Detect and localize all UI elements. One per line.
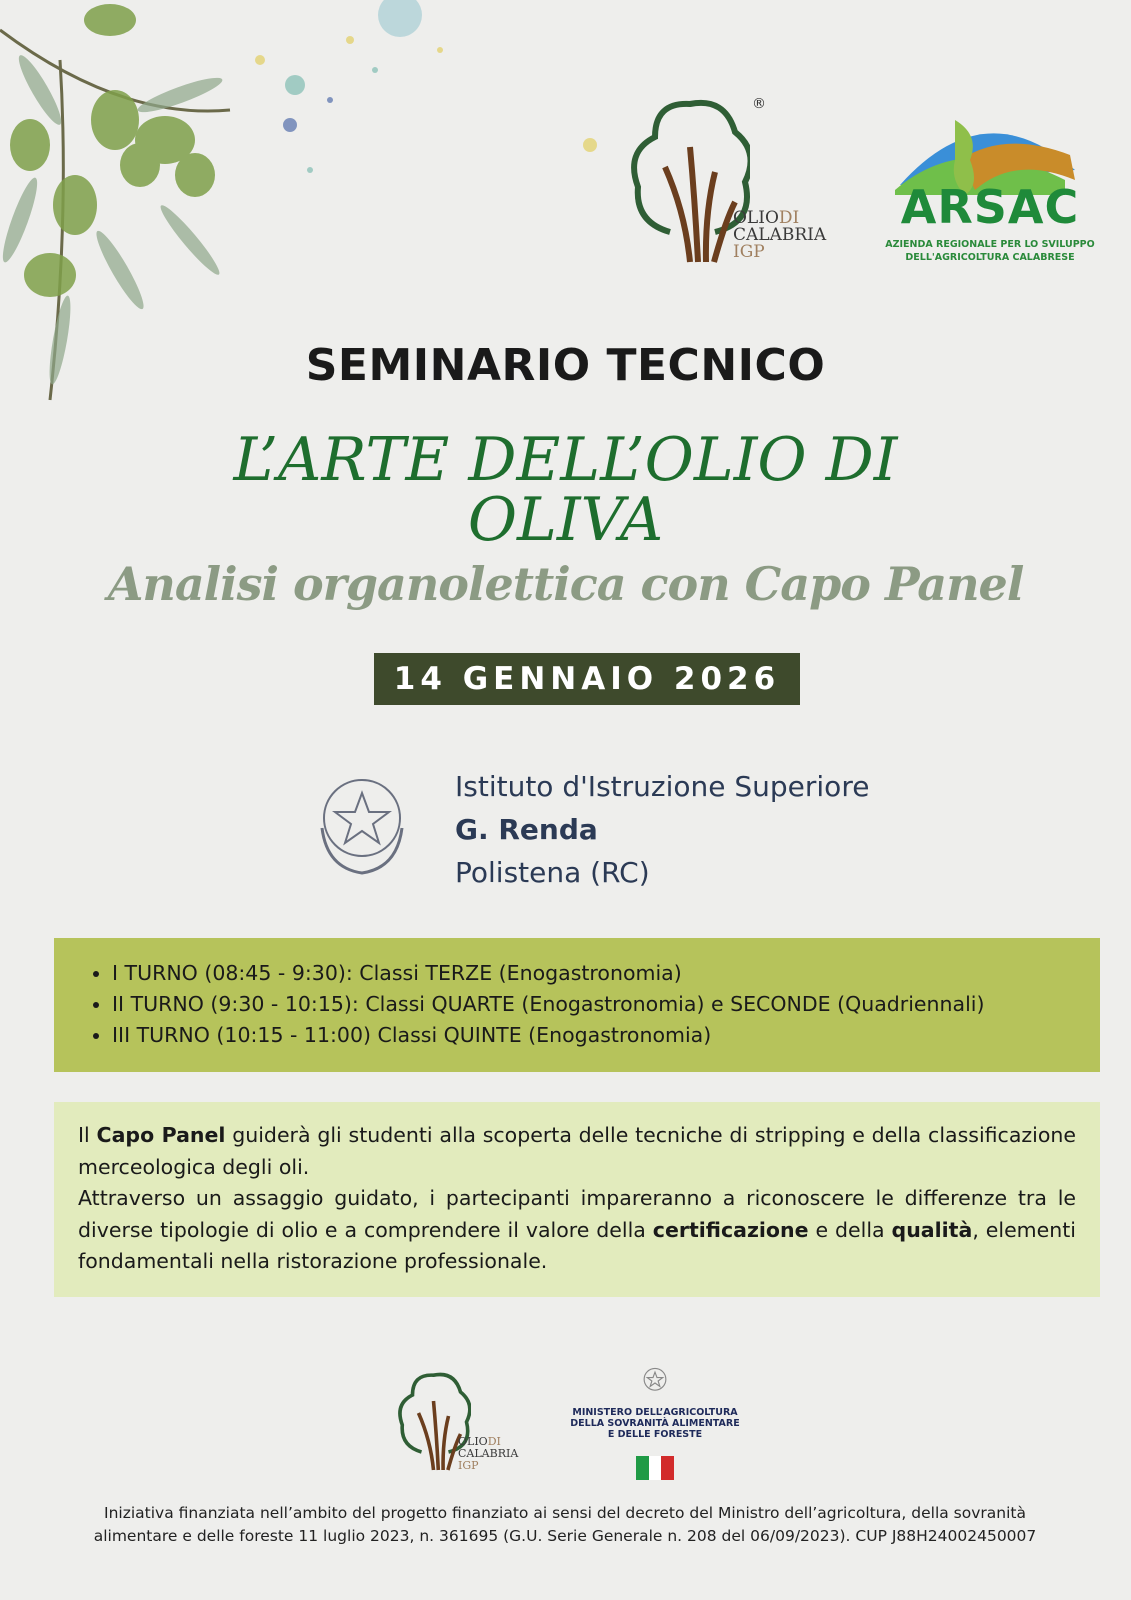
text: Il	[78, 1123, 97, 1147]
ministry-logo	[565, 1365, 745, 1480]
arsac-name: ARSAC	[900, 180, 1080, 234]
watercolor-splash-decoration	[200, 0, 620, 220]
bold-certificazione: certificazione	[652, 1217, 809, 1242]
ministry-line3: E DELLE FORESTE	[607, 1429, 703, 1440]
ministry-line1: MINISTERO DELL’AGRICOLTURA	[572, 1407, 738, 1418]
schedule-item: • II TURNO (9:30 - 10:15): Classi QUARTE (Enogastronomia) e SECONDE (Quadriennali)	[112, 989, 1100, 1020]
logo-word-di: DI	[778, 208, 800, 228]
italian-republic-emblem	[640, 1365, 670, 1397]
logo-word-igp: IGP	[733, 242, 765, 262]
funding-note: Iniziativa finanziata nell’ambito del progetto finanziato ai sensi del decreto del Ministro dell’agricoltura, della sovranità alimentare e delle foreste 11 luglio 2023, n. 361695 (G.U. Serie Generale n. 208 del 06/09/2023). CUP J88H24002450007	[93, 1504, 1037, 1545]
bold-capo-panel: Capo Panel	[96, 1123, 226, 1147]
logo-word-calabria: CALABRIA	[458, 1447, 519, 1460]
event-subtitle: Analisi organolettica con Capo Panel	[107, 557, 1024, 611]
event-date: 14 GENNAIO 2026	[374, 653, 800, 705]
footer-olio-di-calabria-logo	[396, 1368, 536, 1478]
italian-flag-icon	[636, 1456, 674, 1480]
description-paragraph-1	[78, 1120, 1076, 1183]
title-line-1: L’ARTE DELL’OLIO DI	[233, 425, 898, 495]
bold-qualita: qualità	[891, 1217, 973, 1242]
logo-word-olio: OLIO	[458, 1435, 488, 1448]
text: Attraverso un assaggio guidato, i partecipanti impareranno a riconoscere le differenze tra le diverse tipologie di olio e a comprendere il valore della	[78, 1186, 1076, 1242]
schedule-item: • I TURNO (08:45 - 9:30): Classi TERZE (Enogastronomia)	[112, 958, 1100, 989]
italian-republic-emblem	[312, 768, 412, 880]
event-title	[0, 425, 1131, 555]
schedule-item: • III TURNO (10:15 - 11:00) Classi QUINTE (Enogastronomia)	[112, 1020, 1100, 1051]
venue-line1: Istituto d'Istruzione Superiore	[455, 770, 870, 803]
arsac-subtitle-line2: DELL'AGRICOLTURA CALABRESE	[905, 252, 1075, 263]
olio-di-calabria-logo	[630, 92, 860, 272]
logo-word-calabria: CALABRIA	[733, 225, 827, 245]
title-line-2: OLIVA	[467, 485, 664, 555]
schedule-list	[54, 938, 1100, 1072]
registered-mark: ®	[752, 96, 766, 112]
logo-word-olio: OLIO	[733, 208, 779, 228]
text: guiderà gli studenti alla scoperta delle tecniche di stripping e della classificazione merceologica degli oli.	[78, 1123, 1076, 1179]
ministry-line2: DELLA SOVRANITÀ ALIMENTARE	[570, 1418, 740, 1429]
event-kicker: SEMINARIO TECNICO	[305, 340, 826, 391]
logo-word-di: DI	[487, 1435, 501, 1448]
arsac-subtitle-line1: AZIENDA REGIONALE PER LO SVILUPPO	[885, 239, 1095, 250]
text: , elementi fondamentali nella ristorazione professionale.	[78, 1217, 1076, 1273]
arsac-subtitle	[885, 238, 1095, 264]
description-box	[54, 1102, 1100, 1297]
description-paragraph-2	[78, 1183, 1076, 1278]
venue-block	[455, 765, 869, 894]
venue-city: Polistena (RC)	[455, 856, 650, 889]
logo-word-igp: IGP	[458, 1459, 479, 1472]
venue-school-name: G. Renda	[455, 813, 598, 846]
text: e della	[808, 1217, 892, 1242]
